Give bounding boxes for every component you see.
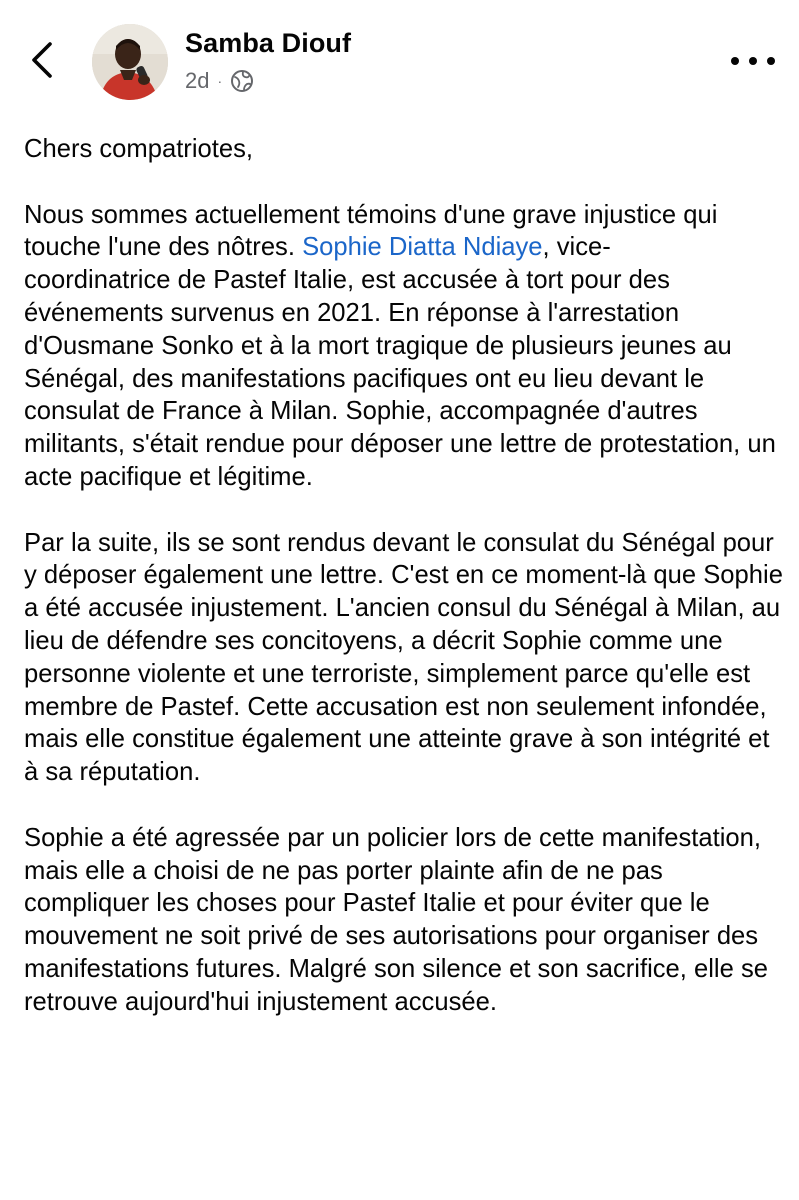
post-paragraph-2: Par la suite, ils se sont rendus devant le consulat du Sénégal pour y déposer également une lettre. C'est en ce moment-là que Sophie a été accusée injustement. L'ancien consul du Sénégal à Milan, au lieu de défendre ses concitoyens, a décrit Sophie comme une personne violente et une terroriste, simplement parce qu'elle est membre de Pastef. Cette accusation est non seulement infondée, mais elle constitue également une atteinte grave à son intégrité et à sa réputation. <box>24 528 783 787</box>
chevron-left-icon <box>22 38 66 82</box>
post-paragraph-1-end: , vice- coordinatrice de Pastef Italie, est accusée à tort pour des événements survenus en 2021. En réponse à l'arrestation d'Ousmane Sonko et à la mort tragique de plusieurs jeunes au Sénégal, des manifestations pacifiques ont eu lieu devant le consulat de France à Milan. Sophie, accompagnée d'autres militants, s'était rendue pour déposer une lettre de protestation, un acte pacifique et légitime. <box>24 233 776 491</box>
post-paragraph-1-start: Nous sommes actuellement témoins d'une grave injustice qui touche l'une des nôtres. <box>24 200 718 262</box>
author-name[interactable]: Samba Diouf <box>185 28 352 58</box>
post-greeting: Chers compatriotes, <box>24 135 254 163</box>
post-paragraph-1 <box>24 199 784 494</box>
mention-link[interactable]: Sophie Diatta Ndiaye <box>302 233 543 262</box>
globe-icon[interactable] <box>230 69 254 93</box>
post-meta <box>185 66 254 96</box>
post-timestamp[interactable]: 2d <box>185 68 210 93</box>
more-horizontal-icon <box>731 57 739 65</box>
more-options-button[interactable] <box>731 48 775 74</box>
back-button[interactable] <box>22 38 66 82</box>
post-header <box>0 0 799 120</box>
avatar[interactable] <box>92 24 168 100</box>
post-text <box>24 133 784 1051</box>
post-paragraph-3: Sophie a été agressée par un policier lors de cette manifestation, mais elle a choisi de ne pas porter plainte afin de ne pas compliquer les choses pour Pastef Italie et pour éviter que le mouvement ne soit privé de ses autorisations pour organiser des manifestations futures. Malgré son silence et son sacrifice, elle se retrouve aujourd'hui injustement accusée. <box>24 823 768 1016</box>
meta-separator: · <box>217 73 223 89</box>
